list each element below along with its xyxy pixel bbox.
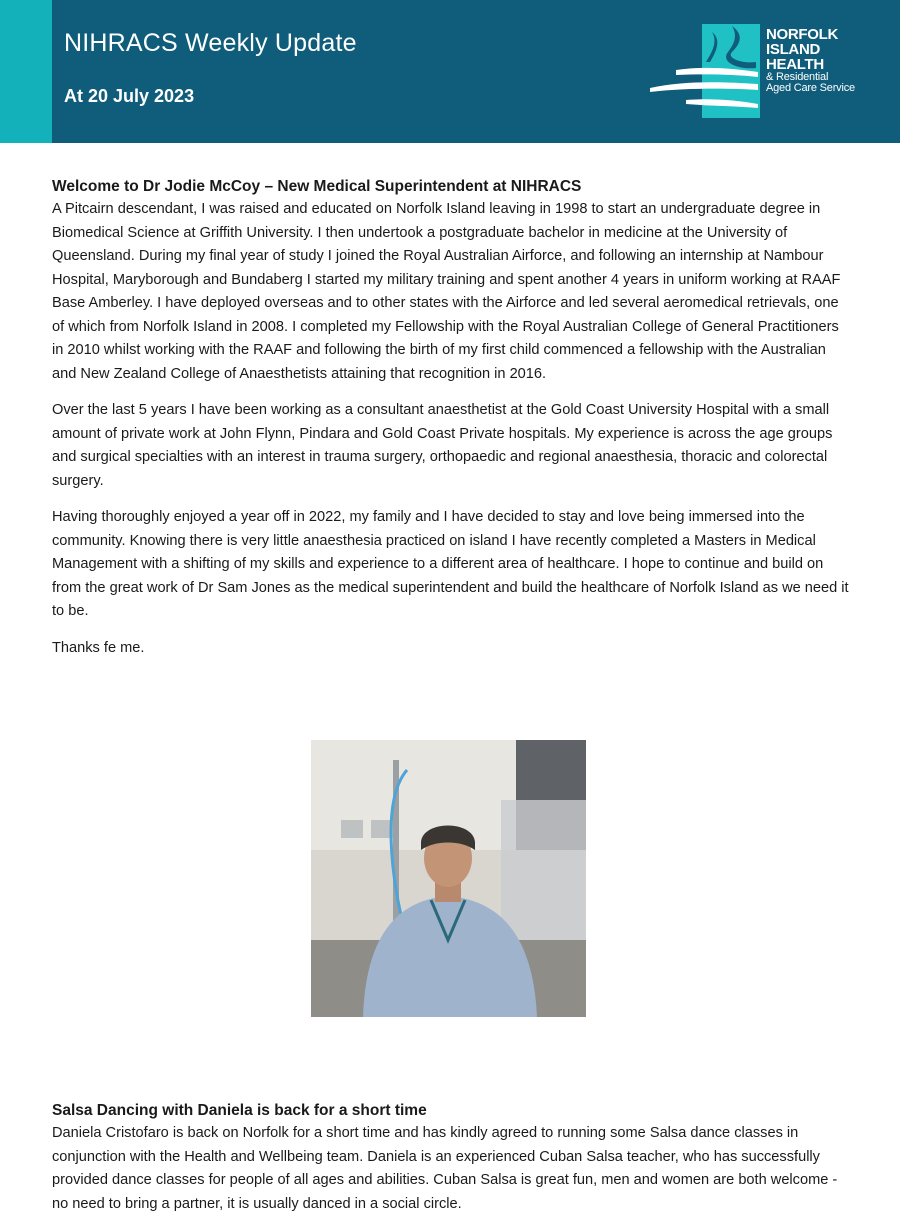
header-accent-bar [0,0,52,143]
article-paragraph: Daniela Cristofaro is back on Norfolk for a short time and has kindly agreed to running some Salsa dance classes in conjunction with the Health and Wellbeing team. Daniela is an experienced Cuban Salsa teacher, who has successfully provided dance classes for people of all ages and abilities. Cuban Salsa is great fun, men and women are both welcome - no need to bring a partner, it is usually danced in a social circle. [52,1125,838,1212]
article-paragraph: A Pitcairn descendant, I was raised and educated on Norfolk Island leaving in 1998 to start an undergraduate degree in Biomedical Science at Griffith University. I then undertook a postgraduate bachelor in medicine at the University of Queensland. During my final year of study I joined the Royal Australian Airforce, and following an internship at Nambour Hospital, Maryborough and Bundaberg I started my military training and spent another 4 years in uniform working at RAAF Base Amberley. I have deployed overseas and to other states with the Airforce and led several aeromedical retrievals, one of which from Norfolk Island in 2008. I completed my Fellowship with the Royal Australian College of General Practitioners in 2010 whilst working with the RAAF and following the birth of my first child commenced a fellowship with the Australian and New Zealand College of Anaesthetists attaining that recognition in 2016. [52,201,841,382]
page-header [0,0,900,143]
portrait-photo [311,740,586,1017]
article-salsa [52,1100,852,1229]
article-paragraph: Having thoroughly enjoyed a year off in 2022, my family and I have decided to stay and love being immersed into the community. Knowing there is very little anaesthesia practiced on island I have recently completed a Masters in Medical Management with a shifting of my skills and experience to a different area of healthcare. I hope to continue and build on from the great work of Dr Sam Jones as the medical superintendent and build the healthcare of Norfolk Island as we need it to be. [52,509,849,619]
article-heading: Salsa Dancing with Daniela is back for a short time [52,1102,427,1119]
page-date: At 20 July 2023 [64,86,195,106]
article-signoff: Thanks fe me. [52,639,145,656]
article-heading: Welcome to Dr Jodie McCoy – New Medical Superintendent at NIHRACS [52,178,582,195]
page-title: NIHRACS Weekly Update [64,29,357,57]
article-welcome [52,176,852,673]
logo-wordmark: NORFOLK ISLAND HEALTH & Residential Aged Care Service [766,26,855,94]
article-paragraph: Over the last 5 years I have been working as a consultant anaesthetist at the Gold Coast University Hospital with a small amount of private work at John Flynn, Pindara and Gold Coast Private hospitals. My experience is across the age groups and surgical specialties with an interest in trauma surgery, orthopaedic and regional anaesthesia, thoracic and colorectal surgery. [52,402,833,489]
